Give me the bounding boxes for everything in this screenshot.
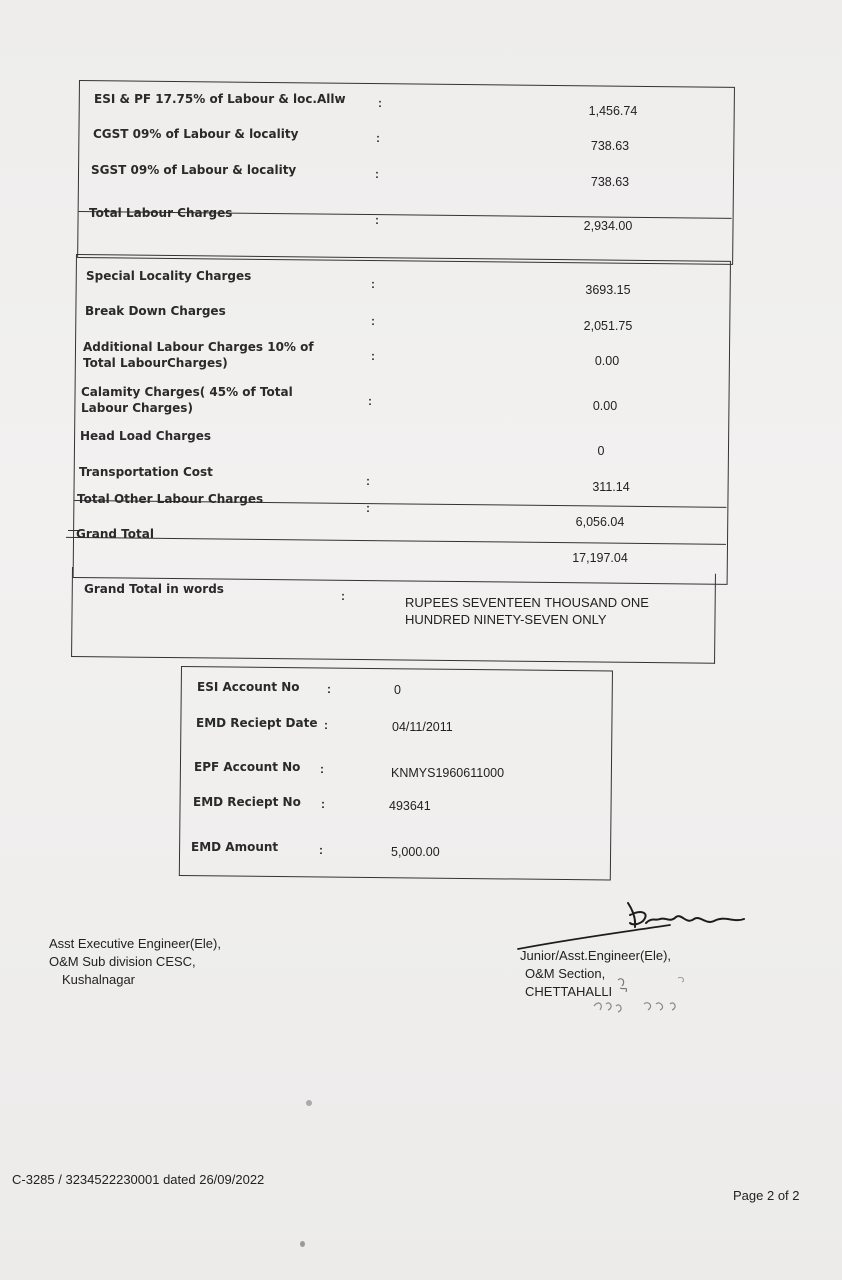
words-line-1: RUPEES SEVENTEEN THOUSAND ONE: [405, 595, 649, 610]
row-label: Break Down Charges: [85, 304, 226, 318]
table-divider: [66, 537, 726, 545]
row-label: ESI & PF 17.75% of Labour & loc.Allw: [94, 92, 346, 106]
row-value: 311.14: [592, 480, 630, 494]
left-signatory-place: Kushalnagar: [62, 972, 135, 987]
row-colon: :: [378, 96, 382, 110]
account-label: EMD Reciept Date: [196, 716, 318, 730]
total-other-label: Total Other Labour Charges: [77, 492, 264, 506]
row-colon: :: [376, 131, 380, 145]
right-signatory-place: CHETTAHALLI: [525, 984, 613, 999]
document-reference: C-3285 / 3234522230001 dated 26/09/2022: [12, 1172, 265, 1187]
total-labour-label: Total Labour Charges: [89, 206, 233, 220]
row-value: 738.63: [590, 139, 630, 153]
signature-icon: [510, 895, 760, 955]
stamp-icon: [588, 970, 688, 1018]
left-signatory-office: O&M Sub division CESC,: [49, 954, 196, 969]
row-colon: :: [324, 718, 328, 732]
row-colon: :: [327, 682, 331, 696]
row-value: 1,456.74: [588, 104, 638, 118]
row-label: Transportation Cost: [79, 465, 213, 479]
account-label: EMD Amount: [191, 840, 279, 854]
row-label: CGST 09% of Labour & locality: [93, 127, 299, 141]
row-colon: :: [375, 167, 379, 181]
row-label: Special Locality Charges: [86, 269, 252, 283]
row-label: Head Load Charges: [80, 429, 212, 443]
row-value: 0: [597, 444, 605, 458]
row-colon: :: [366, 474, 370, 488]
account-label: ESI Account No: [197, 680, 300, 694]
account-value: KNMYS1960611000: [391, 766, 505, 780]
row-colon: :: [320, 762, 324, 776]
account-label: EPF Account No: [194, 760, 301, 774]
row-label: Additional Labour Charges 10% of Total LabourCharges): [83, 340, 314, 370]
right-signatory-office: O&M Section,: [525, 966, 606, 981]
words-label: Grand Total in words: [84, 582, 224, 596]
row-colon: :: [366, 501, 370, 515]
row-value: 738.63: [590, 175, 630, 189]
row-colon: :: [319, 843, 323, 857]
total-labour-value: 2,934.00: [583, 219, 633, 233]
right-signatory-title: Junior/Asst.Engineer(Ele),: [520, 948, 672, 963]
row-value: 0.00: [592, 399, 618, 413]
account-value: 04/11/2011: [392, 720, 453, 734]
row-colon: :: [368, 394, 372, 408]
row-colon: :: [341, 589, 345, 603]
account-value: 5,000.00: [391, 845, 440, 859]
row-colon: :: [375, 213, 379, 227]
account-value: 0: [394, 683, 401, 697]
row-colon: :: [371, 314, 375, 328]
speck: [306, 1100, 312, 1106]
left-signatory-title: Asst Executive Engineer(Ele),: [49, 936, 221, 951]
row-colon: :: [371, 277, 375, 291]
total-other-value: 6,056.04: [575, 515, 625, 529]
row-colon: :: [321, 797, 325, 811]
row-label: Calamity Charges( 45% of Total Labour Charges): [81, 385, 293, 415]
speck: [300, 1241, 305, 1247]
account-label: EMD Reciept No: [193, 795, 301, 809]
grand-total-value: 17,197.04: [572, 551, 628, 565]
row-value: 0.00: [594, 354, 620, 368]
row-value: 3693.15: [585, 283, 631, 297]
words-line-2: HUNDRED NINETY-SEVEN ONLY: [405, 612, 607, 627]
account-value: 493641: [389, 799, 431, 813]
row-value: 2,051.75: [583, 319, 633, 333]
row-colon: :: [371, 349, 375, 363]
page-number: Page 2 of 2: [733, 1188, 800, 1203]
grand-total-label: Grand Total: [76, 527, 154, 541]
row-label: SGST 09% of Labour & locality: [91, 163, 297, 177]
